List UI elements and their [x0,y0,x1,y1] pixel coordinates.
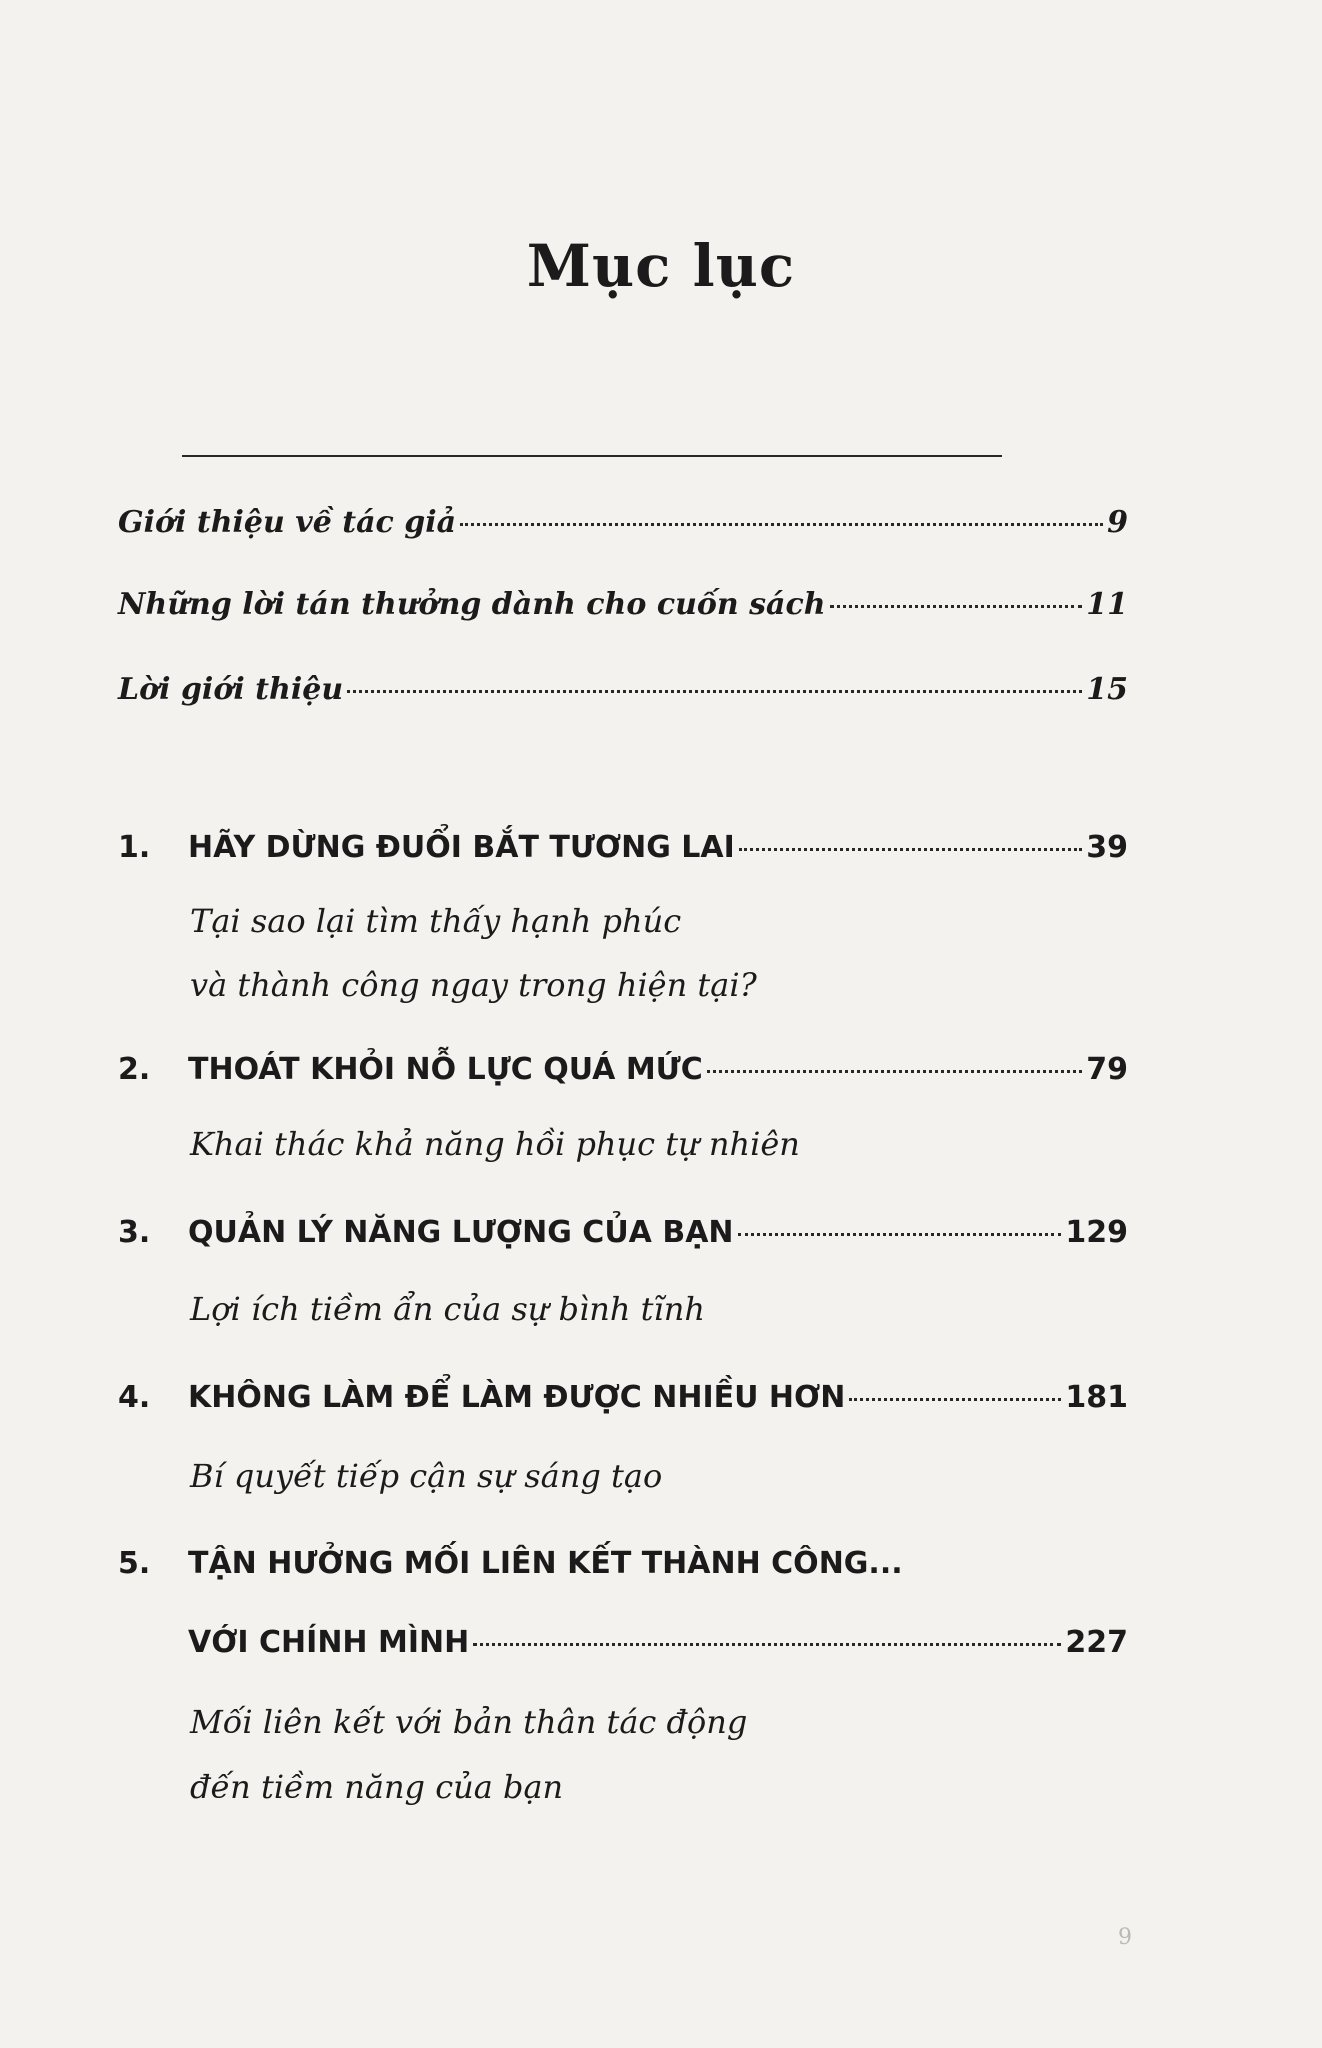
toc-entry-chapter-4[interactable] [118,1380,1128,1415]
toc-entry-page: 227 [1065,1625,1128,1660]
toc-entry-chapter-2[interactable] [118,1052,1128,1087]
toc-entry-label: Lời giới thiệu [118,672,344,707]
toc-entry-page: 15 [1086,672,1128,707]
title-rule [182,455,1002,457]
chapter-title: THOÁT KHỎI NỖ LỰC QUÁ MỨC [188,1052,703,1087]
toc-entry-chapter-5[interactable] [188,1625,1128,1660]
chapter-title-cont: VỚI CHÍNH MÌNH [188,1625,470,1660]
toc-entry-about-author[interactable] [118,505,1128,540]
chapter-title: HÃY DỪNG ĐUỔI BẮT TƯƠNG LAI [188,830,735,865]
dot-leader [739,848,1082,851]
chapter-subtitle: Tại sao lại tìm thấy hạnh phúc [190,902,682,940]
dot-leader [849,1398,1061,1401]
chapter-subtitle: Lợi ích tiềm ẩn của sự bình tĩnh [190,1290,705,1328]
bleed-page-number: 9 [1118,1925,1132,1950]
toc-entry-label: Những lời tán thưởng dành cho cuốn sách [118,587,826,622]
toc-entry-page: 39 [1086,830,1128,865]
toc-entry-chapter-5-line-1[interactable] [118,1546,903,1581]
chapter-subtitle: Bí quyết tiếp cận sự sáng tạo [190,1457,663,1495]
toc-entry-introduction[interactable] [118,672,1128,707]
chapter-number: 1. [118,830,151,865]
toc-entry-chapter-1[interactable] [118,830,1128,865]
dot-leader [460,523,1103,526]
chapter-title: QUẢN LÝ NĂNG LƯỢNG CỦA BẠN [188,1215,734,1250]
chapter-number: 4. [118,1380,151,1415]
dot-leader [473,1643,1061,1646]
chapter-number: 2. [118,1052,151,1087]
chapter-subtitle: Mối liên kết với bản thân tác động [190,1703,748,1741]
dot-leader [347,690,1082,693]
toc-entry-praise[interactable] [118,587,1128,622]
dot-leader [830,605,1083,608]
toc-entry-page: 11 [1086,587,1128,622]
chapter-title: TẬN HƯỞNG MỐI LIÊN KẾT THÀNH CÔNG... [188,1546,903,1581]
toc-entry-page: 9 [1107,505,1128,540]
chapter-subtitle: và thành công ngay trong hiện tại? [190,966,757,1004]
chapter-number: 5. [118,1546,151,1581]
toc-entry-page: 79 [1086,1052,1128,1087]
chapter-number: 3. [118,1215,151,1250]
chapter-subtitle: đến tiềm năng của bạn [190,1768,564,1806]
chapter-subtitle: Khai thác khả năng hồi phục tự nhiên [190,1125,800,1163]
chapter-title: KHÔNG LÀM ĐỂ LÀM ĐƯỢC NHIỀU HƠN [188,1380,846,1415]
dot-leader [707,1070,1082,1073]
toc-entry-chapter-3[interactable] [118,1215,1128,1250]
dot-leader [738,1233,1062,1236]
toc-entry-page: 181 [1065,1380,1128,1415]
toc-entry-page: 129 [1065,1215,1128,1250]
toc-entry-label: Giới thiệu về tác giả [118,505,457,540]
page-title: Mục lục [526,232,796,300]
